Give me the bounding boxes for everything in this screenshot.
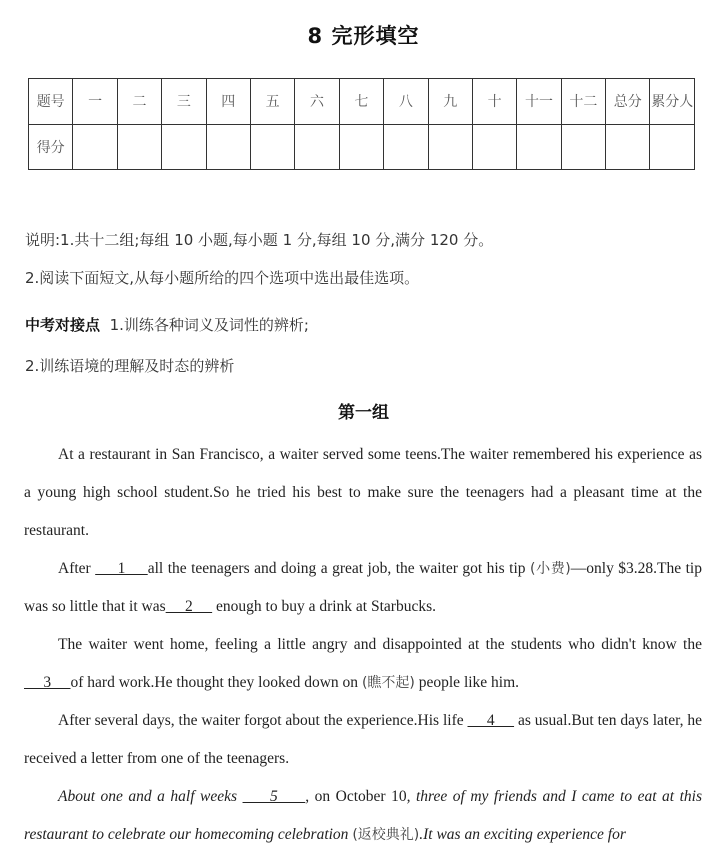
score-cell[interactable]	[117, 124, 161, 170]
header-cell: 总分	[606, 79, 650, 125]
passage	[24, 436, 702, 854]
header-cell: 十一	[517, 79, 561, 125]
score-cell[interactable]	[517, 124, 561, 170]
score-cell[interactable]	[339, 124, 383, 170]
header-cell: 九	[428, 79, 472, 125]
header-cell: 八	[384, 79, 428, 125]
score-table-score-row	[29, 124, 695, 170]
row-label-cell: 得分	[29, 124, 73, 170]
instruction-line-1: 说明:1.共十二组;每组 10 小题,每小题 1 分,每组 10 分,满分 120 分。	[25, 231, 494, 249]
paragraph-3: The waiter went home, feeling a little angry and disappointed at the students who didn't know the 3 of hard work.He thought they looked down on (瞧不起) people like him.	[24, 636, 702, 691]
instruction-line-2: 2.阅读下面短文,从每小题所给的四个选项中选出最佳选项。	[25, 269, 420, 287]
exam-point-2: 2.训练语境的理解及时态的辨析	[25, 357, 235, 375]
header-cell: 一	[73, 79, 117, 125]
blank-2[interactable]: 2	[165, 598, 213, 615]
exam-points-label: 中考对接点	[25, 316, 101, 334]
header-cell: 五	[250, 79, 294, 125]
score-cell[interactable]	[384, 124, 428, 170]
header-cell: 累分人	[650, 79, 695, 125]
exam-points-line	[25, 314, 309, 335]
score-cell[interactable]	[561, 124, 605, 170]
header-cell: 题号	[29, 79, 73, 125]
paragraph-1: At a restaurant in San Francisco, a waiter served some teens.The waiter remembered his experience as a young high school student.So he tried his best to make sure the teenagers had a pleasant time at the restaurant.	[24, 446, 702, 539]
paragraph-2: After 1 all the teenagers and doing a great job, the waiter got his tip (小费)—only $3.28.The tip was so little that it was 2 enough to buy a drink at Starbucks.	[24, 560, 702, 615]
score-cell[interactable]	[250, 124, 294, 170]
exam-point-1: 1.训练各种词义及词性的辨析;	[109, 316, 309, 334]
score-cell[interactable]	[162, 124, 206, 170]
blank-3[interactable]: 3	[24, 674, 71, 691]
header-cell: 二	[117, 79, 161, 125]
header-cell: 十	[472, 79, 516, 125]
score-cell[interactable]	[428, 124, 472, 170]
header-cell: 三	[162, 79, 206, 125]
header-cell: 四	[206, 79, 250, 125]
blank-1[interactable]: 1	[95, 560, 148, 577]
header-cell: 十二	[561, 79, 605, 125]
score-cell[interactable]	[606, 124, 650, 170]
page-title: 8 完形填空	[307, 24, 420, 48]
group-title: 第一组	[338, 403, 389, 423]
paragraph-5: About one and a half weeks 5 , on October 10, three of my friends and I came to eat at this restaurant to celebrate our homecoming celebration (返校典礼).It was an exciting experience for	[24, 788, 703, 843]
score-table-header-row	[29, 79, 695, 125]
score-cell[interactable]	[73, 124, 117, 170]
score-cell[interactable]	[206, 124, 250, 170]
score-cell[interactable]	[295, 124, 339, 170]
blank-4[interactable]: 4	[467, 712, 515, 729]
score-cell[interactable]	[650, 124, 695, 170]
score-table	[28, 78, 695, 170]
score-cell[interactable]	[472, 124, 516, 170]
header-cell: 六	[295, 79, 339, 125]
paragraph-4: After several days, the waiter forgot about the experience.His life 4 as usual.But ten days later, he received a letter from one of the teenagers.	[24, 712, 703, 767]
header-cell: 七	[339, 79, 383, 125]
blank-5[interactable]: 5	[242, 788, 306, 805]
